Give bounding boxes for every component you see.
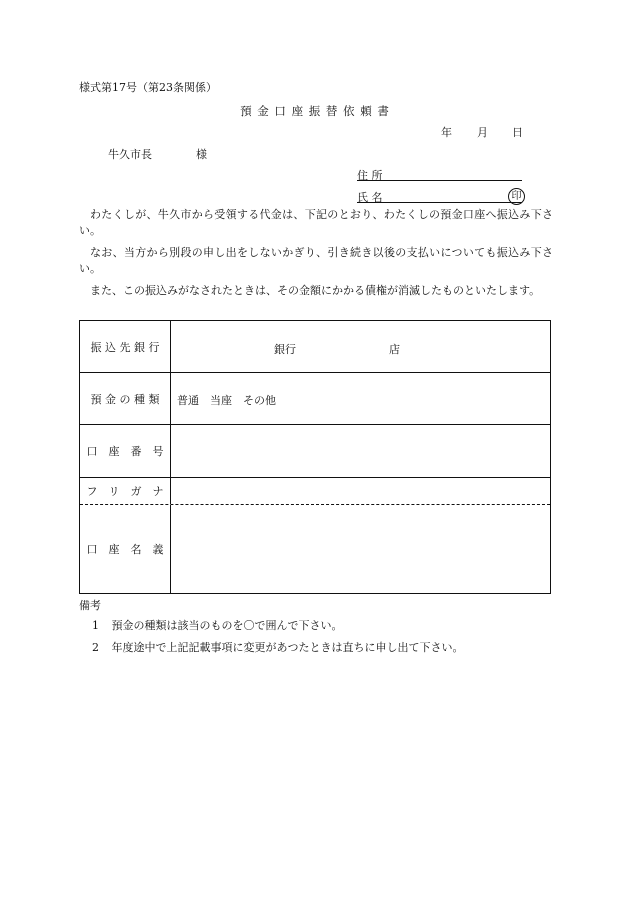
table-row-account-type	[80, 373, 550, 425]
name-label: 氏 名	[357, 191, 383, 204]
remark-text: 年度途中で上記記載事項に変更があつたときは直ちに申し出て下さい。	[111, 641, 464, 654]
address-label: 住 所	[357, 169, 383, 182]
name-field[interactable]	[357, 202, 522, 203]
table-row-account-holder	[80, 505, 550, 593]
table-row-account-number	[80, 425, 550, 478]
account-number-field[interactable]	[171, 425, 550, 477]
account-type-field[interactable]	[171, 373, 550, 424]
addressee-name: 牛久市長	[108, 148, 152, 161]
remarks-title: 備考	[79, 599, 101, 612]
form-number: 様式第17号（第23条関係）	[79, 81, 217, 94]
remark-text: 預金の種類は該当のものを〇で囲んで下さい。	[111, 619, 343, 632]
document-title: 預 金 口 座 振 替 依 頼 書	[240, 104, 390, 118]
furigana-label: フ リ ガ ナ	[80, 478, 171, 504]
bank-suffix: 銀行	[274, 343, 296, 356]
body-paragraph: なお、当方から別段の申し出をしないかぎり、引き続き以後の支払いについても振込み下さい。	[79, 246, 553, 275]
date-month-label: 月	[477, 126, 488, 139]
bank-label: 振 込 先 銀 行	[80, 321, 171, 372]
date-day-label: 日	[512, 126, 523, 139]
account-info-table	[79, 320, 551, 594]
remark-number: 2	[92, 641, 99, 654]
account-holder-label: 口 座 名 義	[80, 505, 171, 593]
account-number-label: 口 座 番 号	[80, 425, 171, 477]
body-paragraph: わたくしが、牛久市から受領する代金は、下記のとおり、わたくしの預金口座へ振込み下さい。	[79, 208, 553, 237]
table-row-bank	[80, 321, 550, 373]
account-type-options: 普通 当座 その他	[177, 394, 276, 407]
addressee-honorific: 様	[196, 148, 207, 161]
branch-suffix: 店	[389, 343, 400, 356]
seal-mark: 印	[508, 188, 525, 205]
bank-field[interactable]	[171, 321, 550, 372]
table-row-furigana	[80, 478, 550, 505]
remark-item	[92, 639, 464, 655]
remark-item	[92, 617, 343, 633]
body-paragraph: また、この振込みがなされたときは、その金額にかかる債権が消滅したものといたします。	[90, 284, 541, 297]
remark-number: 1	[92, 619, 99, 632]
account-type-label: 預 金 の 種 類	[80, 373, 171, 424]
address-field[interactable]	[357, 180, 522, 181]
date-year-label: 年	[441, 126, 452, 139]
account-holder-field[interactable]	[171, 505, 550, 593]
furigana-field[interactable]	[171, 478, 550, 504]
